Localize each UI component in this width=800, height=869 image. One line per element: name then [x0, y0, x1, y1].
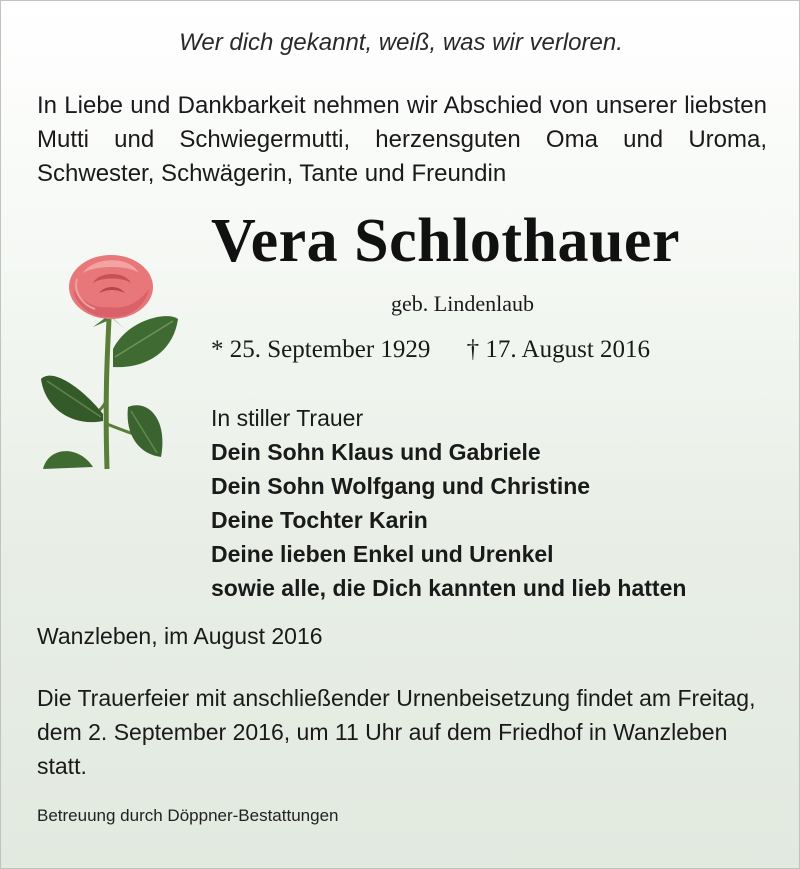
- mourning-lead: In stiller Trauer: [211, 405, 364, 431]
- born-name: geb. Lindenlaub: [391, 291, 534, 316]
- life-dates: [211, 336, 731, 364]
- mourner-line: sowie alle, die Dich kannten und lieb hatten: [211, 575, 687, 601]
- mourner-line: Deine lieben Enkel und Urenkel: [211, 541, 554, 567]
- mourners-block: [211, 401, 781, 605]
- deceased-name: Vera Schlothauer: [211, 207, 680, 275]
- funeral-service-info: Die Trauerfeier mit anschließender Urnenbeisetzung findet am Freitag, dem 2. September 2016, um 11 Uhr auf dem Friedhof in Wanzleben statt.: [37, 685, 756, 779]
- mourner-line: Dein Sohn Wolfgang und Christine: [211, 473, 591, 499]
- rose-icon: [33, 249, 193, 474]
- motto: Wer dich gekannt, weiß, was wir verloren.: [179, 29, 623, 56]
- mourner-line: Deine Tochter Karin: [211, 507, 428, 533]
- birth-date: * 25. September 1929: [211, 336, 431, 363]
- place-and-date: Wanzleben, im August 2016: [37, 623, 323, 649]
- death-date: † 17. August 2016: [466, 336, 651, 363]
- intro-text: In Liebe und Dankbarkeit nehmen wir Abschied von unserer liebsten Mutti und Schwiegermutti, herzensguten Oma und Uroma, Schwester, Schwägerin, Tante und Freundin: [37, 92, 767, 187]
- mourner-line: Dein Sohn Klaus und Gabriele: [211, 439, 541, 465]
- undertaker-credit: Betreuung durch Döppner-Bestattungen: [37, 806, 339, 825]
